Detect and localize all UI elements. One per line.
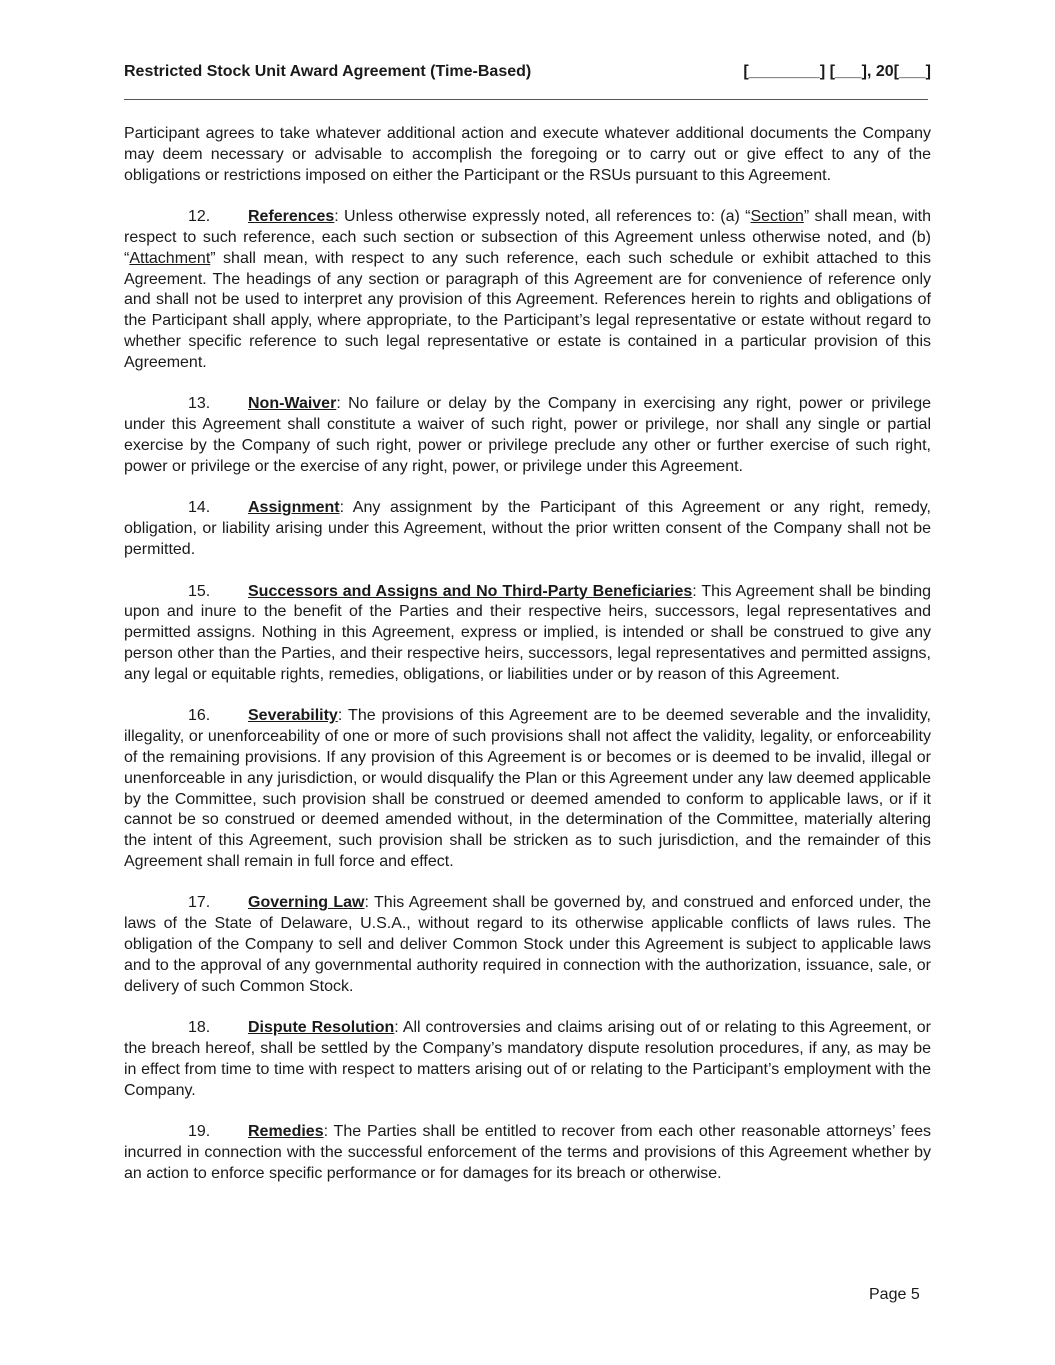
section-12 bbox=[124, 207, 931, 373]
section-heading: Assignment bbox=[248, 499, 340, 517]
section-14 bbox=[124, 498, 931, 560]
section-text: ” shall mean, with respect to any such reference, each such schedule or exhibit attached to this Agreement. The headings of any section or paragraph of this Agreement are for convenience of reference only and shall not be used to interpret any provision of this Agreement. References herein to rights and obligations of the Participant shall apply, where appropriate, to the Participant’s legal representative or estate without regard to whether specific reference to such legal representative or estate is contained in a particular provision of this Agreement. bbox=[124, 249, 931, 371]
section-heading: Remedies bbox=[248, 1123, 324, 1141]
section-19 bbox=[124, 1122, 931, 1184]
section-number: 19. bbox=[188, 1123, 211, 1141]
section-16 bbox=[124, 706, 931, 872]
section-text: : All controversies and claims arising out of or relating to this Agreement, or the breach hereof, shall be settled by the Company’s mandatory dispute resolution procedures, if any, as may be in effect from time to time with respect to matters arising out of or relating to the Participant’s employment with the Company. bbox=[124, 1019, 932, 1099]
section-text: : This Agreement shall be governed by, and construed and enforced under, the laws of the State of Delaware, U.S.A., without regard to its otherwise applicable conflicts of laws rules. The obligation of the Company to sell and deliver Common Stock under this Agreement is subject to applicable laws and to the approval of any governmental authority required in connection with the authorization, issuance, sale, or delivery of such Common Stock. bbox=[124, 894, 931, 995]
section-number: 13. bbox=[188, 395, 211, 413]
section-text: : Any assignment by the Participant of this Agreement or any right, remedy, obligation, or liability arising under this Agreement, without the prior written consent of the Company shall not be permitted. bbox=[124, 499, 931, 558]
section-heading: Severability bbox=[248, 707, 338, 725]
section-heading: Successors and Assigns and No Third-Party Beneficiaries bbox=[248, 582, 693, 600]
section-text: : This Agreement shall be binding upon and inure to the benefit of the Parties and their respective heirs, successors, legal representatives and permitted assigns. Nothing in this Agreement, express or implied, is intended or shall be construed to give any person other than the Parties, and their respective heirs, successors, legal representatives and permitted assigns, any legal or equitable rights, remedies, obligations, or liabilities under or by reason of this Agreement. bbox=[124, 582, 932, 683]
section-15 bbox=[124, 582, 931, 686]
section-text: : No failure or delay by the Company in exercising any right, power or privilege under this Agreement shall constitute a waiver of such right, power or privilege, nor shall any single or partial exercise by the Company of such right, power or privilege preclude any other or further exercise of such right, power or privilege or the exercise of any right, power, or privilege under this Agreement. bbox=[124, 395, 931, 475]
section-number: 16. bbox=[188, 707, 211, 725]
section-heading: Dispute Resolution bbox=[248, 1019, 395, 1037]
defined-term-section: Section bbox=[750, 208, 804, 226]
defined-term-attachment: Attachment bbox=[129, 249, 211, 267]
document-body bbox=[124, 124, 931, 1205]
intro-paragraph: Participant agrees to take whatever additional action and execute whatever additional documents the Company may deem necessary or advisable to accomplish the foregoing or to carry out or give effect to any of the obligations or restrictions imposed on either the Participant or the RSUs pursuant to this Agreement. bbox=[124, 125, 931, 184]
section-text: : Unless otherwise expressly noted, all references to: (a) “ bbox=[334, 208, 751, 226]
section-heading: Governing Law bbox=[248, 894, 365, 912]
page-number: Page 5 bbox=[869, 1286, 920, 1303]
section-number: 12. bbox=[188, 208, 211, 226]
section-18 bbox=[124, 1018, 931, 1101]
section-number: 14. bbox=[188, 499, 211, 517]
page-header bbox=[124, 63, 931, 85]
section-text: : The Parties shall be entitled to recover from each other reasonable attorneys’ fees incurred in connection with the successful enforcement of the terms and provisions of this Agreement whether by an action to enforce specific performance or for damages for its breach or otherwise. bbox=[124, 1123, 931, 1182]
header-divider bbox=[124, 99, 928, 100]
section-number: 18. bbox=[188, 1019, 211, 1037]
section-text: : The provisions of this Agreement are to be deemed severable and the invalidity, illegality, or unenforceability of one or more of such provisions shall not affect the validity, legality, or enforceability of the remaining provisions. If any provision of this Agreement is or becomes or is deemed to be invalid, illegal or unenforceable in any jurisdiction, or would disqualify the Plan or this Agreement under any law deemed applicable by the Committee, such provision shall be construed or deemed amended to conform to applicable laws, or if it cannot be so construed or deemed amended without, in the determination of the Committee, materially altering the intent of this Agreement, such provision shall be stricken as to such jurisdiction, and the remainder of this Agreement shall remain in full force and effect. bbox=[124, 707, 931, 870]
section-17 bbox=[124, 893, 931, 997]
document-date-placeholder: [________] [___], 20[___] bbox=[743, 63, 931, 80]
document-title: Restricted Stock Unit Award Agreement (Time-Based) bbox=[124, 63, 532, 80]
section-13 bbox=[124, 394, 931, 477]
section-heading: References bbox=[248, 208, 335, 226]
section-number: 15. bbox=[188, 582, 211, 600]
section-text: ” shall mean, with respect to such reference, each such section or subsection of this Agreement unless otherwise noted, and (b) “ bbox=[124, 208, 932, 267]
section-number: 17. bbox=[188, 894, 211, 912]
section-heading: Non-Waiver bbox=[248, 395, 337, 413]
